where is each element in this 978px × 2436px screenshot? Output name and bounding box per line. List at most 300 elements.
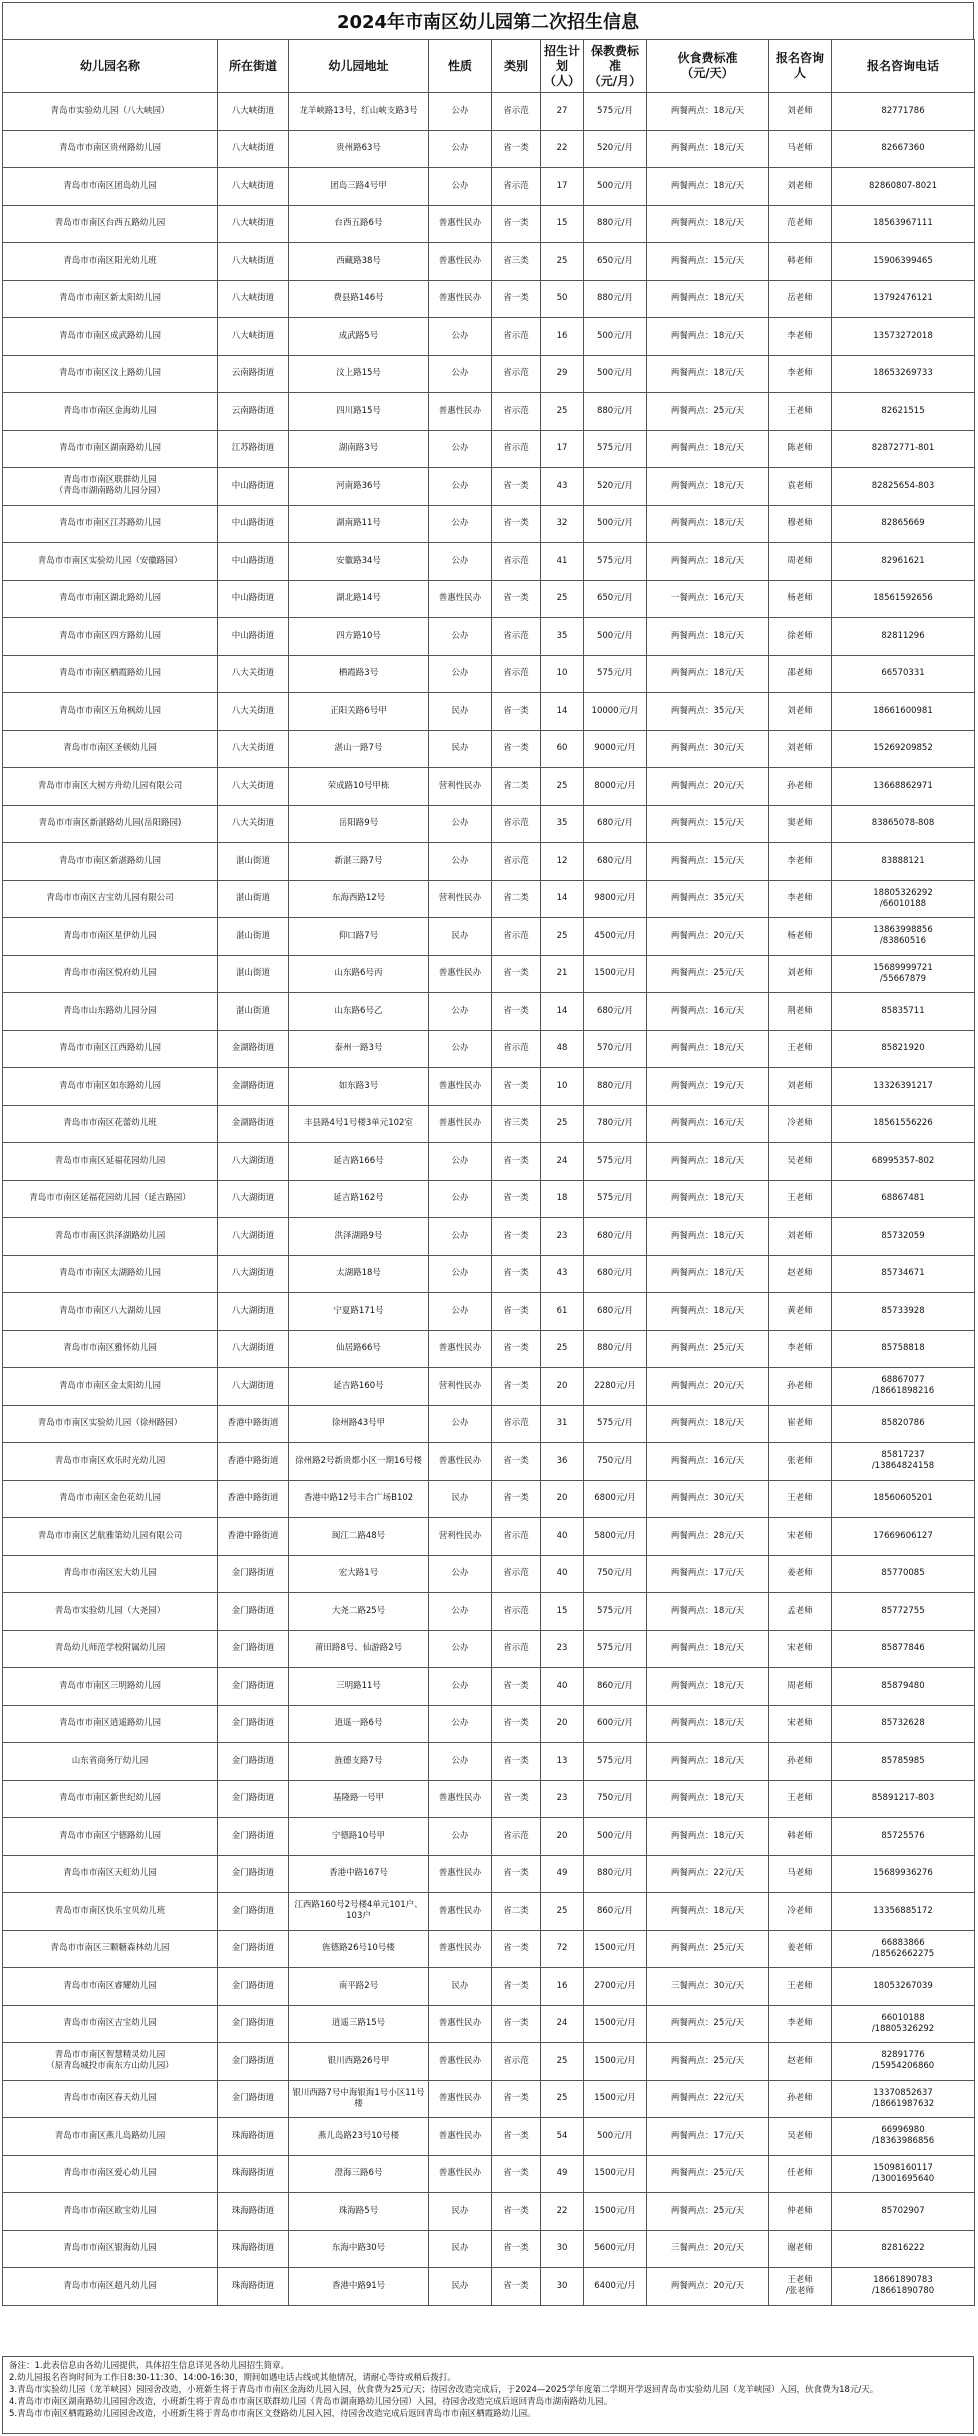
tuition-fee-cell: 520元/月: [584, 468, 647, 506]
street-cell: 八大关街道: [218, 805, 289, 843]
contact-person-cell: 马老师: [769, 1855, 832, 1893]
nature-cell: 普惠性民办: [429, 580, 492, 618]
contact-phone-cell: 18053267039: [832, 1968, 975, 2006]
address-cell: 燕儿岛路23号10号楼: [289, 2118, 429, 2156]
category-cell: 省示范: [492, 618, 541, 656]
contact-phone-cell: 82621515: [832, 393, 975, 431]
meal-fee-cell: 两餐两点：18元/天: [647, 1030, 769, 1068]
contact-phone-cell: 15906399465: [832, 243, 975, 281]
enrollment-plan-cell: 43: [541, 1255, 584, 1293]
contact-person-cell: 王老师: [769, 1780, 832, 1818]
column-header: 报名咨询电话: [832, 40, 975, 93]
contact-person-cell: 姜老师: [769, 1930, 832, 1968]
meal-fee-cell: 三餐两点：30元/天: [647, 1968, 769, 2006]
contact-person-cell: 孙老师: [769, 1368, 832, 1406]
tuition-fee-cell: 6800元/月: [584, 1480, 647, 1518]
kindergarten-name-cell: 青岛市市南区超凡幼儿园: [3, 2268, 218, 2306]
contact-phone-cell: 13863998856 /83860516: [832, 918, 975, 956]
address-cell: 湛山一路7号: [289, 730, 429, 768]
category-cell: 省示范: [492, 2043, 541, 2081]
enrollment-plan-cell: 32: [541, 505, 584, 543]
address-cell: 延吉路162号: [289, 1180, 429, 1218]
enrollment-plan-cell: 48: [541, 1030, 584, 1068]
contact-phone-cell: 82811296: [832, 618, 975, 656]
contact-phone-cell: 13668862971: [832, 768, 975, 806]
tuition-fee-cell: 750元/月: [584, 1780, 647, 1818]
enrollment-plan-cell: 20: [541, 1480, 584, 1518]
tuition-fee-cell: 5600元/月: [584, 2230, 647, 2268]
nature-cell: 民办: [429, 918, 492, 956]
contact-phone-cell: 66996980 /18363986856: [832, 2118, 975, 2156]
table-row: [3, 1255, 975, 1293]
street-cell: 珠海路街道: [218, 2155, 289, 2193]
contact-phone-cell: 82667360: [832, 130, 975, 168]
enrollment-plan-cell: 23: [541, 1780, 584, 1818]
address-cell: 岳阳路9号: [289, 805, 429, 843]
tuition-fee-cell: 500元/月: [584, 505, 647, 543]
address-cell: 香港中路91号: [289, 2268, 429, 2306]
contact-phone-cell: 17669606127: [832, 1518, 975, 1556]
meal-fee-cell: 两餐两点：25元/天: [647, 1330, 769, 1368]
nature-cell: 公办: [429, 1405, 492, 1443]
contact-person-cell: 窦老师: [769, 805, 832, 843]
address-cell: 宏大路1号: [289, 1555, 429, 1593]
kindergarten-name-cell: 青岛市市南区悦府幼儿园: [3, 955, 218, 993]
category-cell: 省一类: [492, 1780, 541, 1818]
tuition-fee-cell: 680元/月: [584, 1255, 647, 1293]
contact-person-cell: 周老师: [769, 543, 832, 581]
tuition-fee-cell: 2280元/月: [584, 1368, 647, 1406]
enrollment-plan-cell: 72: [541, 1930, 584, 1968]
meal-fee-cell: 两餐两点：20元/天: [647, 1368, 769, 1406]
contact-phone-cell: 85817237 /13864824158: [832, 1443, 975, 1481]
column-header: 类别: [492, 40, 541, 93]
street-cell: 八大峡街道: [218, 318, 289, 356]
street-cell: 香港中路街道: [218, 1518, 289, 1556]
address-cell: 莆田路8号、仙游路2号: [289, 1630, 429, 1668]
category-cell: 省示范: [492, 918, 541, 956]
kindergarten-name-cell: 青岛市市南区雅怀幼儿园: [3, 1330, 218, 1368]
address-cell: 闽江二路48号: [289, 1518, 429, 1556]
meal-fee-cell: 两餐两点：28元/天: [647, 1518, 769, 1556]
street-cell: 八大峡街道: [218, 280, 289, 318]
address-cell: 江西路160号2号楼4单元101户、103户: [289, 1893, 429, 1931]
enrollment-plan-cell: 35: [541, 805, 584, 843]
tuition-fee-cell: 500元/月: [584, 318, 647, 356]
category-cell: 省三类: [492, 1105, 541, 1143]
meal-fee-cell: 两餐两点：22元/天: [647, 2080, 769, 2118]
kindergarten-name-cell: 青岛市市南区睿耀幼儿园: [3, 1968, 218, 2006]
meal-fee-cell: 两餐两点：18元/天: [647, 430, 769, 468]
address-cell: 四川路15号: [289, 393, 429, 431]
address-cell: 四方路10号: [289, 618, 429, 656]
enrollment-plan-cell: 40: [541, 1668, 584, 1706]
contact-person-cell: 邵老师: [769, 655, 832, 693]
column-header: 招生计划 （人）: [541, 40, 584, 93]
kindergarten-name-cell: 青岛市市南区花蕾幼儿班: [3, 1105, 218, 1143]
meal-fee-cell: 两餐两点：17元/天: [647, 1555, 769, 1593]
meal-fee-cell: 两餐两点：18元/天: [647, 543, 769, 581]
contact-person-cell: 穆老师: [769, 505, 832, 543]
address-cell: 如东路3号: [289, 1068, 429, 1106]
table-row: [3, 2118, 975, 2156]
enrollment-plan-cell: 25: [541, 2043, 584, 2081]
category-cell: 省一类: [492, 1330, 541, 1368]
kindergarten-name-cell: 青岛市市南区延福花园幼儿园: [3, 1143, 218, 1181]
street-cell: 珠海路街道: [218, 2193, 289, 2231]
tuition-fee-cell: 575元/月: [584, 1593, 647, 1631]
kindergarten-name-cell: 青岛市市南区吉宝幼儿园有限公司: [3, 880, 218, 918]
enrollment-plan-cell: 60: [541, 730, 584, 768]
street-cell: 金门路街道: [218, 1818, 289, 1856]
tuition-fee-cell: 880元/月: [584, 280, 647, 318]
nature-cell: 公办: [429, 505, 492, 543]
kindergarten-name-cell: 青岛市市南区江西路幼儿园: [3, 1030, 218, 1068]
address-cell: 香港中路167号: [289, 1855, 429, 1893]
category-cell: 省一类: [492, 1855, 541, 1893]
table-row: [3, 1030, 975, 1068]
street-cell: 八大湖街道: [218, 1143, 289, 1181]
table-row: [3, 280, 975, 318]
column-header: 幼儿园名称: [3, 40, 218, 93]
contact-person-cell: 李老师: [769, 1330, 832, 1368]
contact-phone-cell: 68867481: [832, 1180, 975, 1218]
enrollment-plan-cell: 13: [541, 1743, 584, 1781]
tuition-fee-cell: 575元/月: [584, 1180, 647, 1218]
nature-cell: 公办: [429, 1668, 492, 1706]
contact-phone-cell: 68995357-802: [832, 1143, 975, 1181]
nature-cell: 营利性民办: [429, 768, 492, 806]
kindergarten-name-cell: 青岛市市南区春天幼儿园: [3, 2080, 218, 2118]
tuition-fee-cell: 680元/月: [584, 1218, 647, 1256]
address-cell: 三明路11号: [289, 1668, 429, 1706]
kindergarten-name-cell: 青岛市市南区新世纪幼儿园: [3, 1780, 218, 1818]
table-row: [3, 93, 975, 131]
kindergarten-name-cell: 青岛市市南区爱心幼儿园: [3, 2155, 218, 2193]
nature-cell: 公办: [429, 618, 492, 656]
meal-fee-cell: 两餐两点：18元/天: [647, 1705, 769, 1743]
table-row: [3, 1105, 975, 1143]
meal-fee-cell: 两餐两点：35元/天: [647, 693, 769, 731]
table-row: [3, 1893, 975, 1931]
table-row: [3, 2268, 975, 2306]
contact-person-cell: 王老师: [769, 1180, 832, 1218]
meal-fee-cell: 两餐两点：25元/天: [647, 2005, 769, 2043]
table-row: [3, 955, 975, 993]
enrollment-plan-cell: 54: [541, 2118, 584, 2156]
footnote-line: 2.幼儿园报名咨询时间为工作日8:30-11:30、14:00-16:30，期间如遇电话占线或其他情况，请耐心等待或稍后拨打。: [9, 2373, 456, 2383]
enrollment-plan-cell: 31: [541, 1405, 584, 1443]
street-cell: 金门路街道: [218, 1968, 289, 2006]
table-row: [3, 1705, 975, 1743]
meal-fee-cell: 两餐两点：30元/天: [647, 1480, 769, 1518]
nature-cell: 普惠性民办: [429, 243, 492, 281]
table-row: [3, 393, 975, 431]
meal-fee-cell: 两餐两点：18元/天: [647, 168, 769, 206]
kindergarten-name-cell: 青岛市市南区新湛路幼儿园(岳阳路园): [3, 805, 218, 843]
contact-person-cell: 陈老师: [769, 430, 832, 468]
nature-cell: 民办: [429, 730, 492, 768]
enrollment-table: [2, 39, 975, 2306]
contact-person-cell: 徐老师: [769, 618, 832, 656]
nature-cell: 公办: [429, 993, 492, 1031]
table-row: [3, 205, 975, 243]
contact-phone-cell: 13326391217: [832, 1068, 975, 1106]
contact-phone-cell: 85702907: [832, 2193, 975, 2231]
tuition-fee-cell: 500元/月: [584, 168, 647, 206]
address-cell: 栖霞路3号: [289, 655, 429, 693]
contact-person-cell: 赵老师: [769, 2043, 832, 2081]
contact-person-cell: 吴老师: [769, 2118, 832, 2156]
street-cell: 香港中路街道: [218, 1443, 289, 1481]
category-cell: 省示范: [492, 430, 541, 468]
table-row: [3, 655, 975, 693]
category-cell: 省示范: [492, 355, 541, 393]
table-row: [3, 1443, 975, 1481]
enrollment-plan-cell: 14: [541, 880, 584, 918]
category-cell: 省示范: [492, 318, 541, 356]
address-cell: 银川西路26号甲: [289, 2043, 429, 2081]
nature-cell: 民办: [429, 2268, 492, 2306]
category-cell: 省三类: [492, 243, 541, 281]
tuition-fee-cell: 1500元/月: [584, 2005, 647, 2043]
contact-person-cell: 袁老师: [769, 468, 832, 506]
nature-cell: 公办: [429, 1593, 492, 1631]
contact-person-cell: 刘老师: [769, 1068, 832, 1106]
nature-cell: 民办: [429, 1968, 492, 2006]
enrollment-plan-cell: 20: [541, 1705, 584, 1743]
address-cell: 仙居路66号: [289, 1330, 429, 1368]
meal-fee-cell: 两餐两点：18元/天: [647, 318, 769, 356]
contact-phone-cell: 82860807-8021: [832, 168, 975, 206]
contact-phone-cell: 82825654-803: [832, 468, 975, 506]
table-row: [3, 2005, 975, 2043]
nature-cell: 公办: [429, 355, 492, 393]
contact-person-cell: 冷老师: [769, 1105, 832, 1143]
tuition-fee-cell: 500元/月: [584, 355, 647, 393]
kindergarten-name-cell: 青岛市市南区欢乐时光幼儿园: [3, 1443, 218, 1481]
table-row: [3, 2080, 975, 2118]
meal-fee-cell: 两餐两点：18元/天: [647, 1405, 769, 1443]
kindergarten-name-cell: 青岛市市南区洪泽湖路幼儿园: [3, 1218, 218, 1256]
meal-fee-cell: 两餐两点：18元/天: [647, 505, 769, 543]
tuition-fee-cell: 9000元/月: [584, 730, 647, 768]
address-cell: 延吉路166号: [289, 1143, 429, 1181]
contact-person-cell: 马老师: [769, 130, 832, 168]
category-cell: 省一类: [492, 1968, 541, 2006]
contact-phone-cell: 13370852637 /18661987632: [832, 2080, 975, 2118]
category-cell: 省一类: [492, 2193, 541, 2231]
nature-cell: 公办: [429, 318, 492, 356]
category-cell: 省示范: [492, 1030, 541, 1068]
category-cell: 省示范: [492, 655, 541, 693]
nature-cell: 公办: [429, 468, 492, 506]
contact-person-cell: 吴老师: [769, 1143, 832, 1181]
kindergarten-name-cell: 青岛市市南区智慧精灵幼儿园 （原青岛城投市南东方山幼儿园）: [3, 2043, 218, 2081]
tuition-fee-cell: 1500元/月: [584, 2193, 647, 2231]
meal-fee-cell: 两餐两点：15元/天: [647, 805, 769, 843]
enrollment-plan-cell: 25: [541, 1105, 584, 1143]
tuition-fee-cell: 750元/月: [584, 1443, 647, 1481]
kindergarten-name-cell: 青岛市市南区江苏路幼儿园: [3, 505, 218, 543]
address-cell: 山东路6号乙: [289, 993, 429, 1031]
category-cell: 省一类: [492, 2080, 541, 2118]
enrollment-plan-cell: 29: [541, 355, 584, 393]
address-cell: 山东路6号丙: [289, 955, 429, 993]
contact-phone-cell: 85732628: [832, 1705, 975, 1743]
street-cell: 八大峡街道: [218, 93, 289, 131]
tuition-fee-cell: 1500元/月: [584, 955, 647, 993]
tuition-fee-cell: 575元/月: [584, 1405, 647, 1443]
tuition-fee-cell: 575元/月: [584, 1743, 647, 1781]
table-row: [3, 168, 975, 206]
street-cell: 八大湖街道: [218, 1255, 289, 1293]
contact-person-cell: 李老师: [769, 843, 832, 881]
contact-person-cell: 刘老师: [769, 955, 832, 993]
tuition-fee-cell: 9800元/月: [584, 880, 647, 918]
contact-person-cell: 刘老师: [769, 730, 832, 768]
nature-cell: 营利性民办: [429, 1518, 492, 1556]
address-cell: 香港中路12号丰合广场B102: [289, 1480, 429, 1518]
address-cell: 旌德路26号10号楼: [289, 1930, 429, 1968]
enrollment-plan-cell: 17: [541, 430, 584, 468]
enrollment-plan-cell: 14: [541, 993, 584, 1031]
enrollment-plan-cell: 16: [541, 1968, 584, 2006]
table-row: [3, 1968, 975, 2006]
category-cell: 省一类: [492, 468, 541, 506]
nature-cell: 普惠性民办: [429, 1893, 492, 1931]
street-cell: 金门路街道: [218, 1743, 289, 1781]
meal-fee-cell: 两餐两点：18元/天: [647, 1668, 769, 1706]
table-row: [3, 2193, 975, 2231]
nature-cell: 公办: [429, 93, 492, 131]
street-cell: 八大湖街道: [218, 1368, 289, 1406]
nature-cell: 公办: [429, 1255, 492, 1293]
contact-phone-cell: 82816222: [832, 2230, 975, 2268]
address-cell: 汶上路15号: [289, 355, 429, 393]
address-cell: 逍遥一路6号: [289, 1705, 429, 1743]
nature-cell: 公办: [429, 805, 492, 843]
contact-phone-cell: 13356885172: [832, 1893, 975, 1931]
meal-fee-cell: 两餐两点：25元/天: [647, 2043, 769, 2081]
contact-phone-cell: 15689999721 /55667879: [832, 955, 975, 993]
street-cell: 金门路街道: [218, 1668, 289, 1706]
table-row: [3, 993, 975, 1031]
address-cell: 澄海三路6号: [289, 2155, 429, 2193]
category-cell: 省一类: [492, 1368, 541, 1406]
contact-person-cell: 李老师: [769, 2005, 832, 2043]
nature-cell: 普惠性民办: [429, 1330, 492, 1368]
street-cell: 湛山街道: [218, 880, 289, 918]
meal-fee-cell: 两餐两点：18元/天: [647, 93, 769, 131]
kindergarten-name-cell: 青岛市市南区金太阳幼儿园: [3, 1368, 218, 1406]
footnote-line: 备注：1.此表信息由各幼儿园提供，具体招生信息详见各幼儿园招生简章。: [9, 2361, 290, 2371]
kindergarten-name-cell: 青岛市市南区实验幼儿园（徐州路园）: [3, 1405, 218, 1443]
meal-fee-cell: 两餐两点：18元/天: [647, 280, 769, 318]
tuition-fee-cell: 500元/月: [584, 1818, 647, 1856]
category-cell: 省示范: [492, 843, 541, 881]
kindergarten-name-cell: 青岛市市南区联群幼儿园 （青岛市湖南路幼儿园分园）: [3, 468, 218, 506]
table-row: [3, 468, 975, 506]
nature-cell: 普惠性民办: [429, 2043, 492, 2081]
contact-person-cell: 韩老师: [769, 1818, 832, 1856]
category-cell: 省一类: [492, 730, 541, 768]
enrollment-plan-cell: 41: [541, 543, 584, 581]
kindergarten-name-cell: 青岛市市南区湖南路幼儿园: [3, 430, 218, 468]
meal-fee-cell: 三餐两点：20元/天: [647, 2230, 769, 2268]
nature-cell: 公办: [429, 1143, 492, 1181]
contact-person-cell: 刘老师: [769, 1218, 832, 1256]
category-cell: 省示范: [492, 93, 541, 131]
street-cell: 八大关街道: [218, 693, 289, 731]
category-cell: 省二类: [492, 880, 541, 918]
street-cell: 金门路街道: [218, 1893, 289, 1931]
address-cell: 太湖路18号: [289, 1255, 429, 1293]
meal-fee-cell: 两餐两点：25元/天: [647, 2155, 769, 2193]
enrollment-plan-cell: 18: [541, 1180, 584, 1218]
enrollment-plan-cell: 20: [541, 1368, 584, 1406]
category-cell: 省示范: [492, 543, 541, 581]
nature-cell: 民办: [429, 1480, 492, 1518]
kindergarten-name-cell: 青岛幼儿师范学校附属幼儿园: [3, 1630, 218, 1668]
tuition-fee-cell: 1500元/月: [584, 2080, 647, 2118]
address-cell: 安徽路34号: [289, 543, 429, 581]
street-cell: 八大湖街道: [218, 1218, 289, 1256]
nature-cell: 民办: [429, 2230, 492, 2268]
contact-phone-cell: 82872771-801: [832, 430, 975, 468]
table-row: [3, 1630, 975, 1668]
address-cell: 成武路5号: [289, 318, 429, 356]
address-cell: 台西五路6号: [289, 205, 429, 243]
table-row: [3, 243, 975, 281]
enrollment-plan-cell: 30: [541, 2230, 584, 2268]
tuition-fee-cell: 575元/月: [584, 543, 647, 581]
nature-cell: 民办: [429, 2193, 492, 2231]
nature-cell: 普惠性民办: [429, 1068, 492, 1106]
contact-person-cell: 孙老师: [769, 2080, 832, 2118]
address-cell: 贵州路63号: [289, 130, 429, 168]
contact-person-cell: 冷老师: [769, 1893, 832, 1931]
category-cell: 省示范: [492, 1630, 541, 1668]
tuition-fee-cell: 880元/月: [584, 1330, 647, 1368]
enrollment-plan-cell: 30: [541, 2268, 584, 2306]
nature-cell: 公办: [429, 1293, 492, 1331]
category-cell: 省一类: [492, 1480, 541, 1518]
contact-phone-cell: 85772755: [832, 1593, 975, 1631]
contact-person-cell: 王老师: [769, 393, 832, 431]
category-cell: 省示范: [492, 1593, 541, 1631]
category-cell: 省一类: [492, 1668, 541, 1706]
street-cell: 中山路街道: [218, 505, 289, 543]
category-cell: 省二类: [492, 1893, 541, 1931]
category-cell: 省一类: [492, 505, 541, 543]
contact-person-cell: 宋老师: [769, 1518, 832, 1556]
contact-person-cell: 姜老师: [769, 1555, 832, 1593]
address-cell: 逍遥三路15号: [289, 2005, 429, 2043]
address-cell: 徐州路2号新贵都小区一期16号楼: [289, 1443, 429, 1481]
kindergarten-name-cell: 青岛市市南区吉宝幼儿园: [3, 2005, 218, 2043]
kindergarten-name-cell: 青岛市市南区天虹幼儿园: [3, 1855, 218, 1893]
tuition-fee-cell: 880元/月: [584, 393, 647, 431]
category-cell: 省一类: [492, 1705, 541, 1743]
address-cell: 正阳关路6号甲: [289, 693, 429, 731]
table-row: [3, 1293, 975, 1331]
address-cell: 西藏路38号: [289, 243, 429, 281]
address-cell: 河南路36号: [289, 468, 429, 506]
nature-cell: 公办: [429, 543, 492, 581]
contact-person-cell: 杨老师: [769, 918, 832, 956]
enrollment-plan-cell: 40: [541, 1555, 584, 1593]
